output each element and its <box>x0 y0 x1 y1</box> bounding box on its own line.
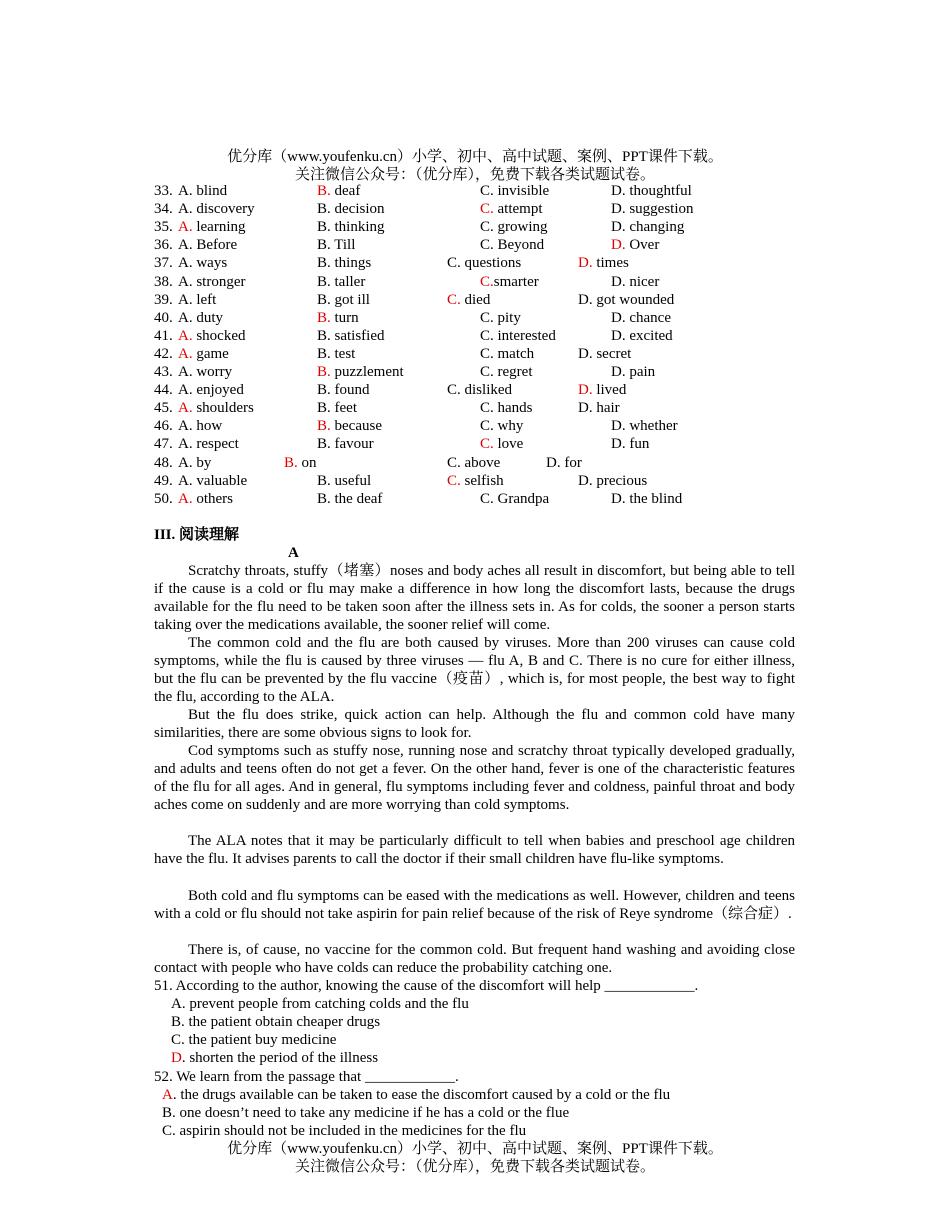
section-heading: III. 阅读理解 <box>154 527 240 543</box>
option-letter: D. <box>611 309 626 326</box>
option-letter: B. <box>317 472 331 489</box>
cloze-option-c <box>447 454 500 472</box>
option-word: above <box>460 454 501 471</box>
cloze-option-c <box>447 381 512 399</box>
option-letter: B. <box>317 400 331 417</box>
cloze-option-c <box>480 273 539 291</box>
option-word: excited <box>625 327 673 344</box>
option-word: turn <box>330 309 359 326</box>
question-52-stem: 52. We learn from the passage that ____________. <box>154 1069 459 1085</box>
cloze-option-a <box>178 273 246 291</box>
option-text: . one doesn’t need to take any medicine if he has a cold or the flue <box>172 1105 570 1121</box>
option-word: stronger <box>192 273 246 290</box>
option-word: Grandpa <box>493 490 550 507</box>
cloze-number: 41. <box>154 327 177 344</box>
passage-paragraph: Both cold and flu symptoms can be eased with the medications as well. However, children and teens with a cold or flu should not take aspirin for pain relief because of the risk of Reye syndrome（综合症）. <box>154 888 795 923</box>
option-word: times <box>592 255 629 272</box>
answer-letter: A <box>162 1087 173 1103</box>
option-word: enjoyed <box>192 382 244 399</box>
option-letter: B. <box>317 237 331 254</box>
option-word: shoulders <box>192 400 254 417</box>
option-word: attempt <box>493 201 543 218</box>
cloze-option-d <box>578 345 631 363</box>
option-letter: A. <box>178 183 193 199</box>
option-word: growing <box>493 219 548 236</box>
option-letter: A. <box>178 309 193 326</box>
cloze-option-d <box>611 417 678 435</box>
option-word: game <box>192 345 229 362</box>
option-word: things <box>330 255 372 272</box>
option-letter: C <box>171 1032 182 1048</box>
option-letter: B. <box>284 454 298 471</box>
option-letter: C <box>162 1123 173 1139</box>
page-header-line-1: 优分库（www.youfenku.cn）小学、初中、高中试题、案例、PPT课件下载。 <box>227 149 723 165</box>
passage-paragraph: The common cold and the flu are both caused by viruses. More than 200 viruses can cause cold symptoms, while the flu is caused by three viruses — flu A, B and C. There is no cure for either illness, but the flu can be prevented by the flu vaccine（疫苗）, which is, for most people, the best way to fight the flu, according to the ALA. <box>154 635 795 706</box>
option-letter: A <box>171 996 182 1012</box>
cloze-option-d <box>611 435 649 453</box>
cloze-option-b <box>317 435 374 453</box>
option-word: nicer <box>625 273 660 290</box>
option-word: test <box>330 345 356 362</box>
option-letter: A. <box>178 382 193 399</box>
page-footer-line-1: 优分库（www.youfenku.cn）小学、初中、高中试题、案例、PPT课件下载。 <box>227 1141 723 1157</box>
option-letter: B. <box>317 382 331 399</box>
option-word: valuable <box>192 472 248 489</box>
option-word: found <box>330 382 370 399</box>
cloze-option-b <box>317 399 357 417</box>
option-letter: B. <box>317 273 331 290</box>
option-letter: B <box>162 1105 173 1121</box>
cloze-option-d <box>578 381 626 399</box>
option-letter: A. <box>178 454 193 471</box>
option-word: pity <box>493 309 521 326</box>
cloze-option-d <box>611 363 655 381</box>
option-word: questions <box>460 255 522 272</box>
option-word: invisible <box>493 183 550 199</box>
cloze-option-a <box>178 472 247 490</box>
cloze-option-a <box>178 218 246 236</box>
cloze-option-c <box>480 399 533 417</box>
option-letter: A. <box>178 291 193 308</box>
option-word: lived <box>592 382 627 399</box>
question-51-option-c <box>171 1031 336 1049</box>
option-text: . shorten the period of the illness <box>181 1050 379 1066</box>
passage-paragraph: There is, of cause, no vaccine for the common cold. But frequent hand washing and avoiding close contact with people who have colds can reduce the probability catching one. <box>154 942 795 977</box>
option-text: . the patient buy medicine <box>181 1032 337 1048</box>
option-word: learning <box>192 219 246 236</box>
option-word: for <box>560 454 582 471</box>
cloze-number: 43. <box>154 364 177 380</box>
option-letter: A. <box>178 273 193 290</box>
option-word: satisfied <box>330 327 385 344</box>
option-letter: D. <box>611 183 626 199</box>
cloze-number: 33. <box>154 183 177 199</box>
option-letter: D. <box>578 291 593 308</box>
option-letter: B. <box>317 183 331 199</box>
option-letter: D. <box>578 345 593 362</box>
option-word: died <box>460 291 491 308</box>
option-letter: C. <box>480 237 494 254</box>
cloze-option-a <box>178 345 229 363</box>
option-word: useful <box>330 472 372 489</box>
option-word: Till <box>330 237 356 254</box>
option-letter: C. <box>480 400 494 417</box>
option-word: the blind <box>625 490 683 507</box>
passage-paragraph: The ALA notes that it may be particularly difficult to tell when babies and preschool age children have the flu. It advises parents to call the doctor if their small children have flu-like symptoms. <box>154 833 795 868</box>
option-letter: B. <box>317 219 331 236</box>
question-52-option-a <box>162 1086 670 1104</box>
cloze-option-d <box>578 399 620 417</box>
option-letter: D. <box>611 436 626 453</box>
option-letter: D. <box>578 255 593 272</box>
cloze-option-c <box>480 309 521 327</box>
cloze-option-c <box>480 345 534 363</box>
cloze-number: 40. <box>154 309 177 326</box>
option-word: left <box>192 291 217 308</box>
page-footer-line-2: 关注微信公众号：（优分库），免费下载各类试题试卷。 <box>294 1159 655 1175</box>
option-letter: D. <box>611 418 626 435</box>
cloze-number: 35. <box>154 219 177 236</box>
cloze-option-a <box>178 490 233 508</box>
option-word: Over <box>625 237 660 254</box>
option-letter: D. <box>578 400 593 417</box>
cloze-option-a <box>178 417 222 435</box>
cloze-number: 50. <box>154 490 177 507</box>
option-word: worry <box>192 364 233 380</box>
option-word: why <box>493 418 524 435</box>
cloze-option-b <box>317 291 370 309</box>
option-word: chance <box>625 309 671 326</box>
cloze-option-a <box>178 309 223 327</box>
option-word: fun <box>625 436 650 453</box>
option-letter: A. <box>178 490 193 507</box>
option-letter: D. <box>611 364 626 380</box>
cloze-number: 48. <box>154 454 177 471</box>
option-word: puzzlement <box>330 364 404 380</box>
option-letter: A. <box>178 418 193 435</box>
option-word: discovery <box>192 201 255 218</box>
option-word: because <box>330 418 382 435</box>
option-letter: A. <box>178 436 193 453</box>
option-word: ways <box>192 255 228 272</box>
option-word: smarter <box>493 273 539 290</box>
option-word: by <box>192 454 212 471</box>
cloze-option-a <box>178 399 254 417</box>
page-header-line-2: 关注微信公众号：（优分库），免费下载各类试题试卷。 <box>294 167 655 183</box>
cloze-option-d <box>578 291 674 309</box>
cloze-number: 37. <box>154 255 177 272</box>
option-word: selfish <box>460 472 504 489</box>
option-word: deaf <box>330 183 361 199</box>
cloze-option-b <box>317 200 385 218</box>
option-word: Before <box>192 237 238 254</box>
cloze-option-a <box>178 435 239 453</box>
cloze-option-b <box>317 381 370 399</box>
option-letter: B. <box>317 345 331 362</box>
cloze-option-d <box>611 200 694 218</box>
option-letter: B. <box>317 490 331 507</box>
option-letter: D. <box>578 472 593 489</box>
option-word: duty <box>192 309 224 326</box>
option-word: respect <box>192 436 239 453</box>
cloze-number: 47. <box>154 436 177 453</box>
cloze-option-a <box>178 363 232 381</box>
option-word: hair <box>592 400 620 417</box>
cloze-option-a <box>178 200 255 218</box>
option-word: the deaf <box>330 490 383 507</box>
option-letter: D. <box>546 454 561 471</box>
option-word: hands <box>493 400 533 417</box>
cloze-option-b <box>317 254 371 272</box>
cloze-option-b <box>317 345 355 363</box>
cloze-option-a <box>178 327 246 345</box>
cloze-option-b <box>317 218 385 236</box>
cloze-option-b <box>317 363 404 381</box>
cloze-number: 46. <box>154 418 177 435</box>
option-letter: A. <box>178 472 193 489</box>
option-letter: B. <box>317 418 331 435</box>
cloze-option-c <box>480 490 549 508</box>
option-letter: C. <box>480 273 494 290</box>
cloze-option-d <box>546 454 582 472</box>
option-letter: B. <box>317 309 331 326</box>
passage-paragraph: But the flu does strike, quick action can help. Although the flu and common cold have many similarities, there are some obvious signs to look for. <box>154 707 795 742</box>
option-word: blind <box>192 183 228 199</box>
option-word: got ill <box>330 291 370 308</box>
option-letter: C. <box>447 291 461 308</box>
cloze-option-c <box>447 472 504 490</box>
option-letter: A. <box>178 237 193 254</box>
option-word: favour <box>330 436 374 453</box>
option-text: . the patient obtain cheaper drugs <box>181 1014 381 1030</box>
option-word: Beyond <box>493 237 545 254</box>
cloze-option-d <box>611 182 692 200</box>
option-word: taller <box>330 273 366 290</box>
question-51-option-b <box>171 1013 380 1031</box>
cloze-option-d <box>611 327 673 345</box>
cloze-option-d <box>611 273 659 291</box>
cloze-option-c <box>480 182 549 200</box>
cloze-option-a <box>178 182 227 200</box>
option-letter: A. <box>178 400 193 417</box>
cloze-option-a <box>178 236 237 254</box>
option-word: regret <box>493 364 533 380</box>
option-text: . prevent people from catching colds and the flu <box>181 996 469 1012</box>
option-text: . aspirin should not be included in the medicines for the flu <box>172 1123 527 1139</box>
cloze-option-b <box>317 472 371 490</box>
option-word: shocked <box>192 327 246 344</box>
cloze-option-b <box>317 327 385 345</box>
cloze-option-d <box>611 309 671 327</box>
option-letter: A. <box>178 364 193 380</box>
passage-paragraph: Scratchy throats, stuffy（堵塞）noses and body aches all result in discomfort, but being able to tell if the cause is a cold or flu may make a difference in how long the discomfort lasts, because the drugs available for the flu need to be taken soon after the illness sets in. As for colds, the sooner a person starts taking over the medications available, the sooner relief will come. <box>154 563 795 634</box>
cloze-option-d <box>611 218 684 236</box>
cloze-option-a <box>178 254 227 272</box>
cloze-option-b <box>317 309 359 327</box>
option-word: thinking <box>330 219 385 236</box>
option-word: decision <box>330 201 385 218</box>
option-letter: A. <box>178 255 193 272</box>
cloze-number: 45. <box>154 400 177 417</box>
cloze-option-c <box>480 363 533 381</box>
option-word: suggestion <box>625 201 694 218</box>
cloze-option-c <box>480 327 556 345</box>
option-word: precious <box>592 472 648 489</box>
option-letter: D. <box>611 237 626 254</box>
option-word: pain <box>625 364 656 380</box>
option-letter: B <box>171 1014 182 1030</box>
cloze-option-b <box>317 236 355 254</box>
option-word: got wounded <box>592 291 675 308</box>
option-letter: D. <box>611 201 626 218</box>
cloze-number: 42. <box>154 345 177 362</box>
cloze-option-c <box>447 254 521 272</box>
option-letter: B. <box>317 255 331 272</box>
option-letter: C. <box>480 436 494 453</box>
option-letter: B. <box>317 327 331 344</box>
option-letter: C. <box>480 219 494 236</box>
cloze-option-a <box>178 291 216 309</box>
question-51-stem: 51. According to the author, knowing the cause of the discomfort will help ____________. <box>154 978 699 994</box>
option-letter: A. <box>178 327 193 344</box>
cloze-option-b <box>284 454 317 472</box>
cloze-option-c <box>480 200 543 218</box>
cloze-option-d <box>578 472 647 490</box>
cloze-option-b <box>317 182 360 200</box>
option-word: secret <box>592 345 632 362</box>
cloze-number: 36. <box>154 237 177 254</box>
cloze-option-b <box>317 490 382 508</box>
option-letter: B. <box>317 291 331 308</box>
option-word: others <box>192 490 234 507</box>
option-word: match <box>493 345 535 362</box>
cloze-number: 38. <box>154 273 177 290</box>
cloze-option-d <box>611 236 659 254</box>
question-51-option-a <box>171 995 469 1013</box>
cloze-option-a <box>178 454 211 472</box>
cloze-option-c <box>480 236 544 254</box>
option-letter: C. <box>480 183 494 199</box>
option-letter: C. <box>480 309 494 326</box>
cloze-number: 34. <box>154 201 177 218</box>
option-letter: B. <box>317 364 331 380</box>
answer-letter: D <box>171 1050 182 1066</box>
option-letter: C. <box>447 255 461 272</box>
option-letter: C. <box>447 472 461 489</box>
option-letter: C. <box>447 454 461 471</box>
option-letter: B. <box>317 201 331 218</box>
option-word: interested <box>493 327 556 344</box>
option-letter: D. <box>578 382 593 399</box>
option-letter: C. <box>480 418 494 435</box>
cloze-option-a <box>178 381 244 399</box>
option-word: thoughtful <box>625 183 692 199</box>
option-letter: A. <box>178 201 193 218</box>
cloze-number: 39. <box>154 291 177 308</box>
cloze-number: 49. <box>154 472 177 489</box>
cloze-option-b <box>317 417 382 435</box>
option-word: whether <box>625 418 678 435</box>
option-word: disliked <box>460 382 513 399</box>
question-52-option-c <box>162 1122 526 1140</box>
option-word: changing <box>625 219 685 236</box>
option-letter: A. <box>178 219 193 236</box>
option-letter: C. <box>480 201 494 218</box>
option-letter: C. <box>480 490 494 507</box>
passage-label: A <box>288 545 299 561</box>
cloze-number: 44. <box>154 382 177 399</box>
cloze-option-c <box>480 218 548 236</box>
question-51-option-d <box>171 1049 378 1067</box>
option-word: love <box>493 436 524 453</box>
question-52-option-b <box>162 1104 569 1122</box>
option-letter: D. <box>611 273 626 290</box>
cloze-option-c <box>447 291 490 309</box>
option-letter: D. <box>611 327 626 344</box>
option-letter: C. <box>480 327 494 344</box>
option-word: feet <box>330 400 357 417</box>
option-letter: C. <box>480 345 494 362</box>
option-letter: A. <box>178 345 193 362</box>
option-word: how <box>192 418 223 435</box>
cloze-option-c <box>480 417 523 435</box>
cloze-option-d <box>611 490 682 508</box>
option-word: on <box>297 454 317 471</box>
option-letter: D. <box>611 219 626 236</box>
passage-paragraph: Cod symptoms such as stuffy nose, running nose and scratchy throat typically developed gradually, and adults and teens often do not get a fever. On the other hand, fever is one of the characteristic features of the flu for all ages. And in general, flu symptoms including fever and coldness, painful throat and body aches come on suddenly and are more worrying than cold symptoms. <box>154 743 795 814</box>
cloze-option-d <box>578 254 629 272</box>
option-letter: C. <box>447 382 461 399</box>
option-letter: B. <box>317 436 331 453</box>
cloze-option-c <box>480 435 523 453</box>
cloze-option-b <box>317 273 365 291</box>
option-letter: D. <box>611 490 626 507</box>
option-letter: C. <box>480 364 494 380</box>
option-text: . the drugs available can be taken to ease the discomfort caused by a cold or the flu <box>172 1087 671 1103</box>
